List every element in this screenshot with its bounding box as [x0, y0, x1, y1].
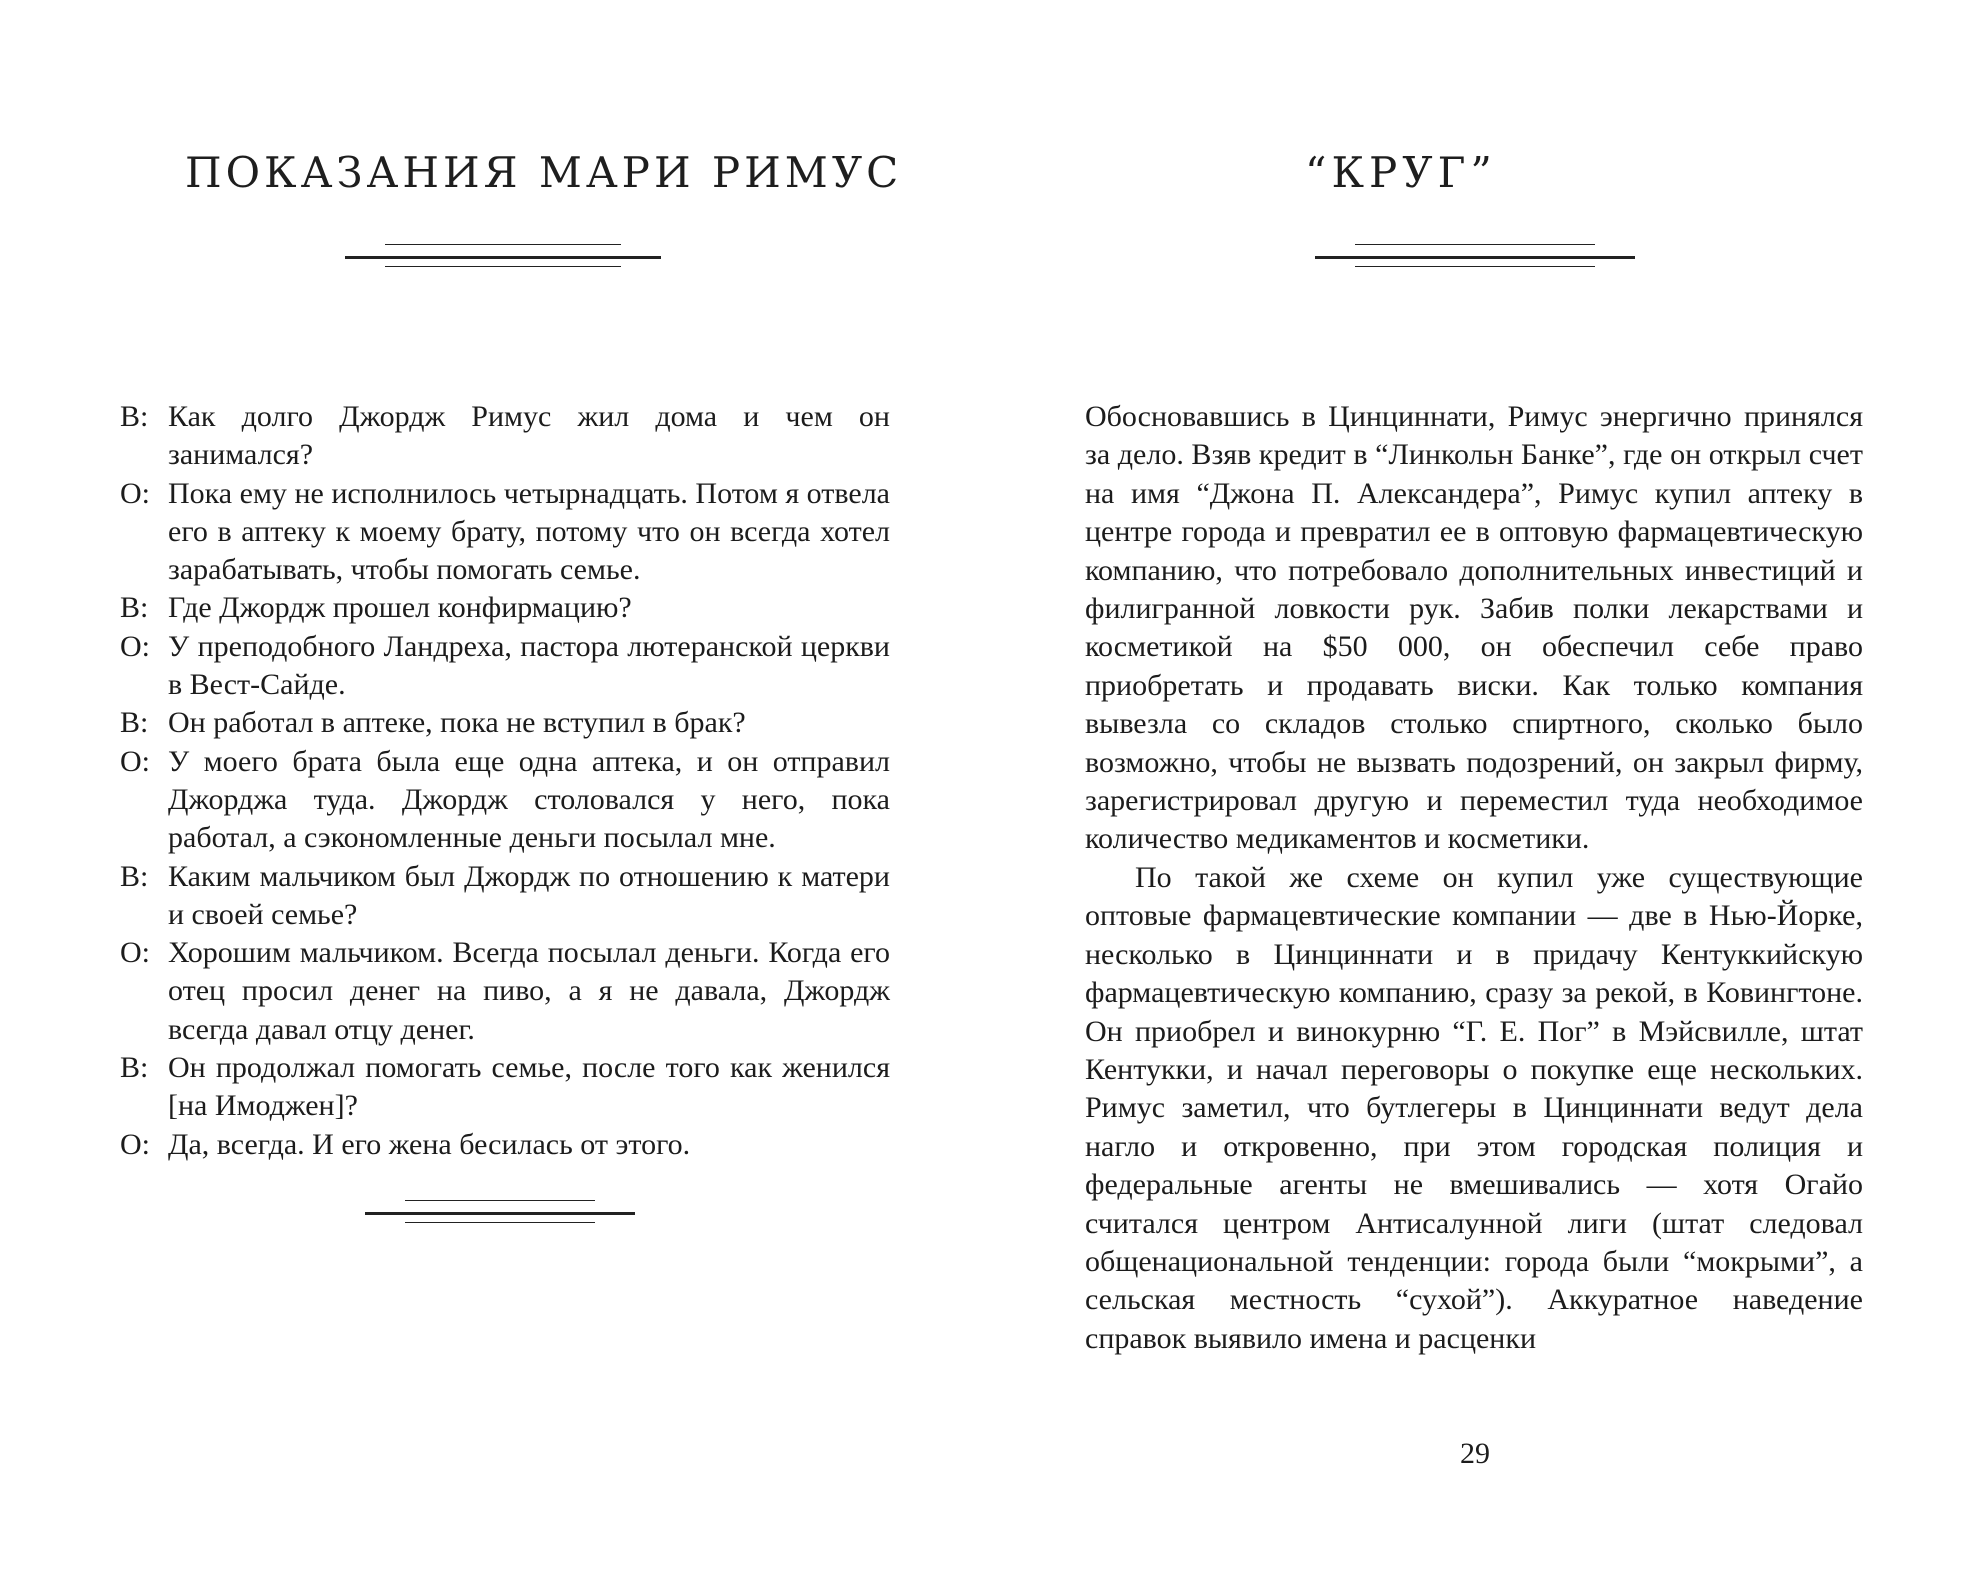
- page-number: 29: [1460, 1437, 1490, 1470]
- ornament-line: [385, 244, 621, 245]
- qa-item: [120, 704, 890, 742]
- qa-item: [120, 628, 890, 705]
- end-ornament: [365, 1200, 635, 1228]
- qa-text: У преподобного Ландреха, пастора лютеранской церкви в Вест-Сайде.: [168, 629, 890, 702]
- speaker-label: В:: [120, 706, 149, 740]
- qa-text: Пока ему не исполнилось четырнадцать. Потом я отвела его в аптеку к моему брату, потому что он всегда хотел зарабатывать, чтобы помогать семье.: [168, 476, 890, 587]
- paragraph: Обосновавшись в Цинциннати, Римус энергично принялся за дело. Взяв кредит в “Линкольн Банке”, где он открыл счет на имя “Джона П. Александера”, Римус купил аптеку в центре города и превратил ее в оптовую фармацевтическую компанию, что потребовало дополнительных инвестиций и филигранной ловкости рук. Забив полки лекарствами и косметикой на $50 000, он обеспечил себе право приобретать и продавать виски. Как только компания вывезла со складов столько спиртного, сколько было возможно, чтобы не вызвать подозрений, он закрыл фирму, зарегистрировал другую и переместил туда необходимое количество медикаментов и косметики.: [1085, 400, 1863, 856]
- chapter-title-left: ПОКАЗАНИЯ МАРИ РИМУС: [185, 148, 903, 197]
- qa-item: [120, 1049, 890, 1126]
- qa-item: [120, 475, 890, 590]
- ornament-line: [405, 1200, 595, 1201]
- ornament-line: [405, 1222, 595, 1223]
- qa-text: Каким мальчиком был Джордж по отношению к матери и своей семье?: [168, 859, 890, 931]
- ornament-line: [345, 256, 661, 259]
- title-ornament-left: [345, 244, 661, 272]
- qa-text: Он работал в аптеке, пока не вступил в брак?: [168, 706, 746, 740]
- ornament-line: [1355, 244, 1595, 245]
- speaker-label: О:: [120, 1127, 150, 1161]
- paragraph: По такой же схеме он купил уже существующие оптовые фармацевтические компании — две в Нью-Йорке, несколько в Цинциннати и в придачу Кентуккийскую фармацевтическую компанию, сразу за рекой, в Ковингтоне. Он приобрел и винокурню “Г. Е. Пог” в Мэйсвилле, штат Кентукки, и начал переговоры о покупке еще нескольких. Римус заметил, что бутлегеры в Цинциннати ведут дела нагло и откровенно, при этом городская полиция и федеральные агенты не вмешивались — хотя Огайо считался центром Антисалунной лиги (штат следовал общенациональной тенденции: города были “мокрыми”, а сельская местность “сухой”). Аккуратное наведение справок выявило имена и расценки: [1085, 860, 1863, 1355]
- qa-item: [120, 743, 890, 858]
- qa-text: Как долго Джордж Римус жил дома и чем он занимался?: [168, 400, 890, 472]
- qa-item: [120, 934, 890, 1049]
- qa-item: [120, 589, 890, 627]
- right-page: [985, 0, 1973, 1569]
- ornament-line: [1355, 266, 1595, 267]
- speaker-label: О:: [120, 629, 150, 663]
- speaker-label: О:: [120, 744, 150, 778]
- qa-text: Хорошим мальчиком. Всегда посылал деньги. Когда его отец просил денег на пиво, а я не давала, Джордж всегда давал отцу денег.: [168, 936, 890, 1046]
- qa-text: Он продолжал помогать семье, после того как женился [на Имоджен]?: [168, 1051, 890, 1123]
- title-ornament-right: [1315, 244, 1635, 272]
- left-page: [0, 0, 985, 1569]
- speaker-label: В:: [120, 591, 149, 625]
- ornament-line: [365, 1212, 635, 1215]
- speaker-label: О:: [120, 936, 150, 970]
- chapter-body: [1085, 398, 1863, 1358]
- qa-text: Где Джордж прошел конфирмацию?: [168, 591, 632, 625]
- qa-item: [120, 398, 890, 475]
- testimony-transcript: [120, 398, 890, 1164]
- ornament-line: [385, 266, 621, 267]
- speaker-label: О:: [120, 476, 150, 510]
- qa-item: [120, 858, 890, 935]
- speaker-label: В:: [120, 400, 149, 433]
- speaker-label: В:: [120, 1051, 149, 1085]
- qa-text: У моего брата была еще одна аптека, и он отправил Джорджа туда. Джордж столовался у него, пока работал, а сэкономленные деньги посылал мне.: [168, 744, 890, 855]
- speaker-label: В:: [120, 859, 149, 893]
- chapter-title-right: “КРУГ”: [1305, 148, 1497, 197]
- ornament-line: [1315, 256, 1635, 259]
- qa-item: [120, 1126, 890, 1164]
- qa-text: Да, всегда. И его жена бесилась от этого.: [168, 1127, 691, 1161]
